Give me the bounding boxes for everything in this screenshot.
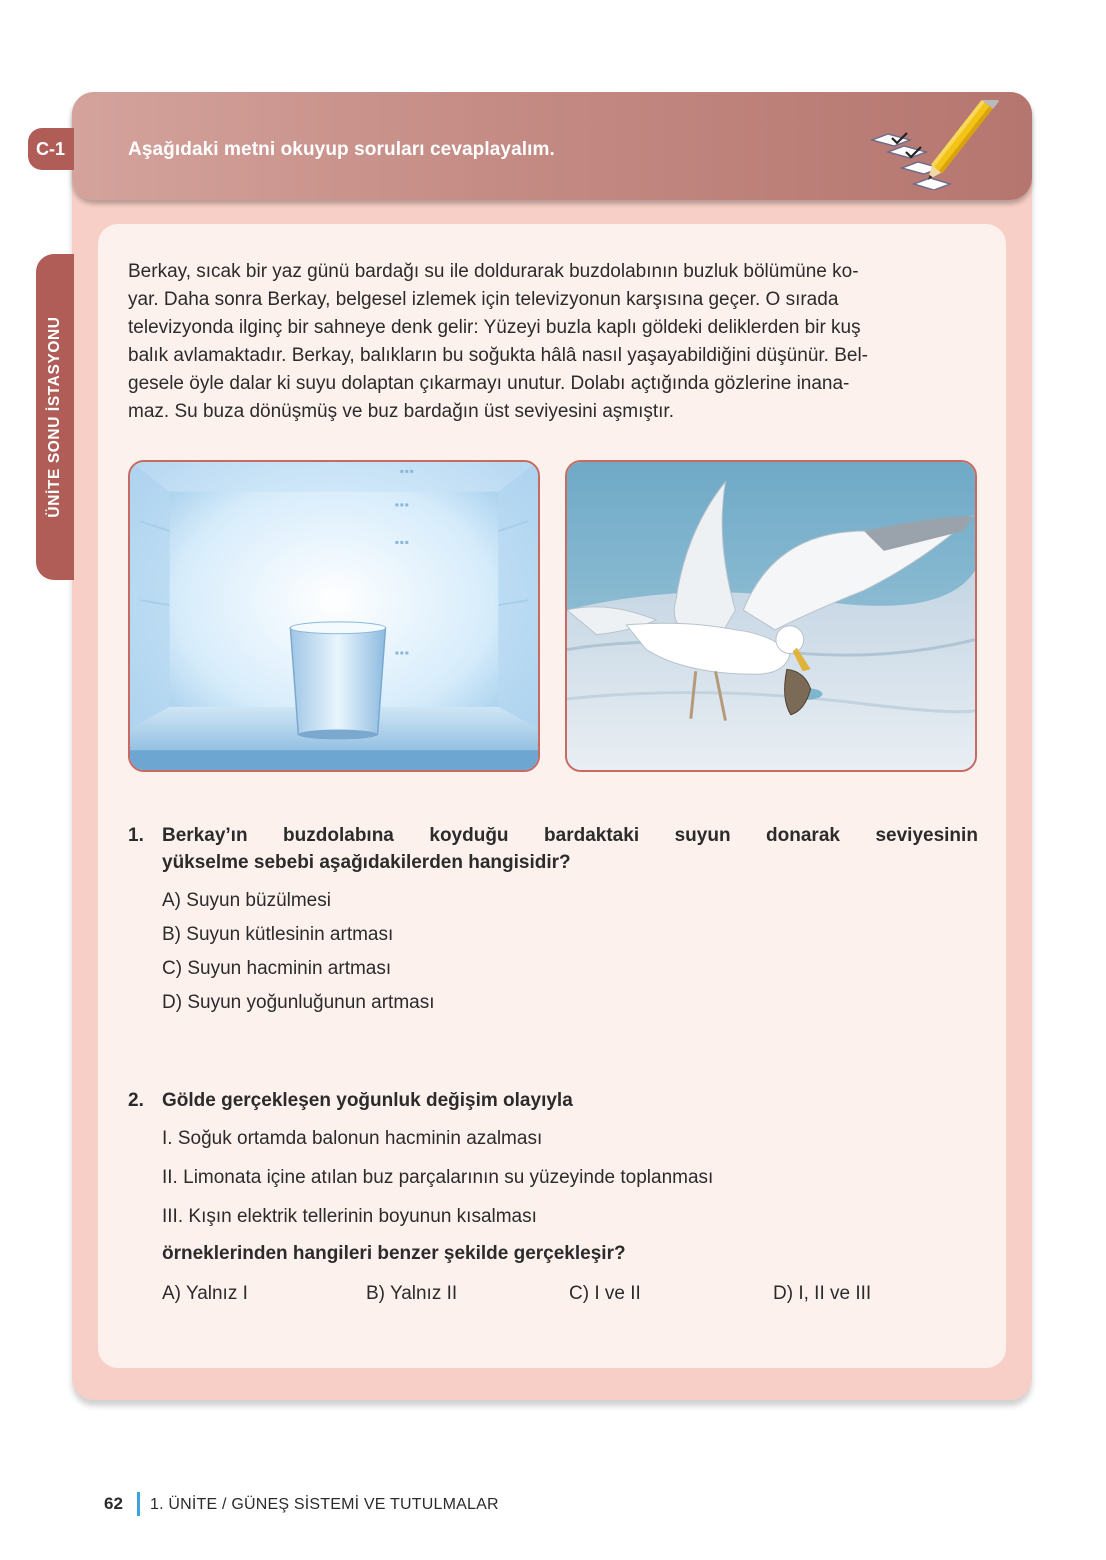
option-letter: A) (162, 1283, 181, 1304)
question-2-item-i (162, 1128, 542, 1150)
passage-line: televizyonda ilginç bir sahneye denk gelir: Yüzeyi buzla kaplı göldeki deliklerden bir kuş (128, 317, 861, 338)
stem-word: Berkay’ın (162, 825, 248, 846)
question-1-stem-line1 (162, 822, 978, 849)
gull-on-ice-photo (565, 460, 977, 772)
roman-numeral: II. (162, 1167, 178, 1188)
question-1-stem (162, 822, 978, 876)
passage-line: yar. Daha sonra Berkay, belgesel izlemek için televizyonun karşısına geçer. O sırada (128, 289, 839, 310)
question-1-option-b[interactable] (162, 924, 393, 946)
question-2-item-ii (162, 1167, 713, 1189)
question-2-number: 2. (128, 1090, 144, 1111)
passage-line: balık avlamaktadır. Berkay, balıkların bu soğukta hâlâ nasıl yaşayabildiğini düşünür. Bel- (128, 345, 869, 366)
stem-word: donarak (766, 825, 840, 846)
item-text: Kışın elektrik tellerinin boyunun kısalması (188, 1206, 537, 1227)
fridge-glass-photo (128, 460, 540, 772)
option-text: Yalnız I (185, 1283, 248, 1304)
option-text: I ve II (594, 1283, 641, 1304)
stem-word: bardaktaki (544, 825, 640, 846)
footer-divider (137, 1492, 140, 1516)
question-2-stem: Gölde gerçekleşen yoğunluk değişim olayıyla (162, 1090, 573, 1111)
question-1-stem-line2: yükselme sebebi aşağıdakilerden hangisidir? (162, 852, 571, 873)
question-1-option-c[interactable] (162, 958, 391, 980)
roman-numeral: III. (162, 1206, 184, 1227)
question-1-option-d[interactable] (162, 992, 435, 1014)
option-text: Suyun kütlesinin artması (186, 924, 394, 945)
activity-instruction: Aşağıdaki metni okuyup soruları cevaplayalım. (128, 139, 555, 160)
stem-word: koyduğu (429, 825, 509, 846)
pencil-checklist-icon (866, 100, 1006, 190)
option-text: Suyun hacminin artması (187, 958, 392, 979)
option-letter: D) (162, 992, 183, 1013)
item-text: Soğuk ortamda balonun hacminin azalması (177, 1128, 543, 1149)
option-text: Yalnız II (389, 1283, 458, 1304)
option-text: I, II ve III (798, 1283, 872, 1304)
item-text: Limonata içine atılan buz parçalarının su yüzeyinde toplanması (183, 1167, 714, 1188)
question-2-option-a[interactable] (162, 1283, 248, 1305)
option-letter: B) (162, 924, 181, 945)
question-2-option-c[interactable] (569, 1283, 641, 1305)
option-text: Suyun yoğunluğunun artması (187, 992, 435, 1013)
question-2-item-iii (162, 1206, 537, 1228)
option-letter: C) (569, 1283, 590, 1304)
question-1-number: 1. (128, 825, 144, 846)
passage-line: gesele öyle dalar ki suyu dolaptan çıkarmayı unutur. Dolabı açtığında gözlerine inana- (128, 373, 850, 394)
option-letter: B) (366, 1283, 385, 1304)
passage-line: Berkay, sıcak bir yaz günü bardağı su ile doldurarak buzdolabının buzluk bölümüne ko- (128, 261, 859, 282)
option-letter: A) (162, 890, 181, 911)
option-letter: C) (162, 958, 183, 979)
unit-title: 1. ÜNİTE / GÜNEŞ SİSTEMİ VE TUTULMALAR (150, 1496, 499, 1513)
roman-numeral: I. (162, 1128, 173, 1149)
stem-word: suyun (674, 825, 731, 846)
stem-word: seviyesinin (875, 825, 978, 846)
activity-code-badge: C-1 (28, 128, 74, 170)
option-text: Suyun büzülmesi (186, 890, 331, 911)
question-1-option-a[interactable] (162, 890, 331, 912)
option-letter: D) (773, 1283, 794, 1304)
question-2-option-d[interactable] (773, 1283, 871, 1305)
question-2-prompt: örneklerinden hangileri benzer şekilde gerçekleşir? (162, 1243, 626, 1264)
stem-word: buzdolabına (283, 825, 394, 846)
reading-passage (128, 258, 978, 426)
side-tab-label: ÜNİTE SONU İSTASYONU (46, 316, 63, 518)
passage-line: maz. Su buza dönüşmüş ve buz bardağın üst seviyesini aşmıştır. (128, 401, 674, 422)
question-2-option-b[interactable] (366, 1283, 457, 1305)
page-number: 62 (104, 1494, 123, 1513)
